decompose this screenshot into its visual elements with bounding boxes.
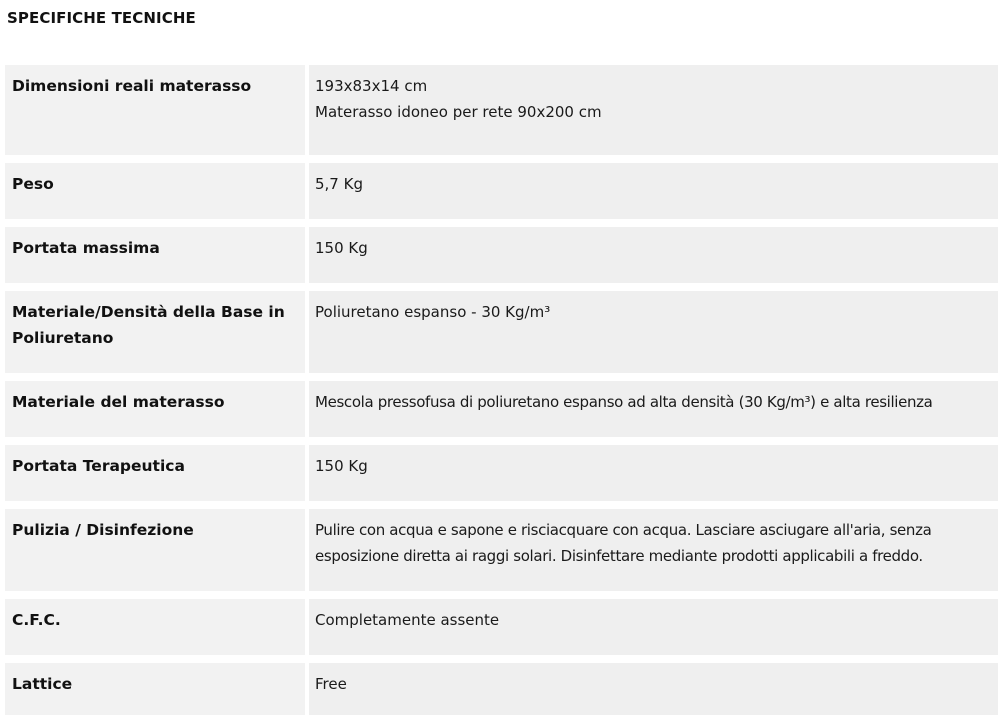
spec-label: Materiale/Densità della Base in Poliuretano: [5, 291, 309, 373]
spec-label: Portata Terapeutica: [5, 445, 309, 501]
spec-value: [309, 509, 998, 591]
table-row: [5, 599, 998, 655]
spec-label: Peso: [5, 163, 309, 219]
spec-value-line: Materasso idoneo per rete 90x200 cm: [315, 103, 602, 121]
table-row: [5, 227, 998, 283]
table-row: [5, 163, 998, 219]
spec-label: Portata massima: [5, 227, 309, 283]
spec-value-line: Mescola pressofusa di poliuretano espanso ad alta densità (30 Kg/m³) e alta resilienza: [315, 393, 933, 411]
spec-value-line: Free: [315, 675, 347, 693]
table-row: [5, 65, 998, 155]
table-row: [5, 663, 998, 715]
spec-label: Dimensioni reali materasso: [5, 65, 309, 155]
spec-value-line: 193x83x14 cm: [315, 77, 428, 95]
spec-value-line: esposizione diretta ai raggi solari. Disinfettare mediante prodotti applicabili a freddo.: [315, 547, 923, 565]
spec-value-line: 150 Kg: [315, 457, 368, 475]
page-title: SPECIFICHE TECNICHE: [7, 9, 196, 27]
table-row: [5, 509, 998, 591]
table-row: [5, 381, 998, 437]
spec-value: [309, 445, 998, 501]
spec-value: [309, 227, 998, 283]
spec-value-line: Completamente assente: [315, 611, 500, 629]
spec-value-line: Poliuretano espanso - 30 Kg/m³: [315, 303, 551, 321]
spec-value: [309, 663, 998, 715]
spec-label: Materiale del materasso: [5, 381, 309, 437]
table-row: [5, 291, 998, 373]
spec-label: Pulizia / Disinfezione: [5, 509, 309, 591]
spec-value: [309, 381, 998, 437]
spec-value: [309, 599, 998, 655]
spec-value-line: Pulire con acqua e sapone e risciacquare con acqua. Lasciare asciugare all'aria, senza: [315, 521, 932, 539]
spec-label: Lattice: [5, 663, 309, 715]
spec-value: [309, 163, 998, 219]
spec-label: C.F.C.: [5, 599, 309, 655]
table-row: [5, 445, 998, 501]
spec-table: [5, 57, 998, 723]
spec-value-line: 150 Kg: [315, 239, 368, 257]
spec-value: [309, 65, 998, 155]
spec-value: [309, 291, 998, 373]
spec-value-line: 5,7 Kg: [315, 175, 363, 193]
